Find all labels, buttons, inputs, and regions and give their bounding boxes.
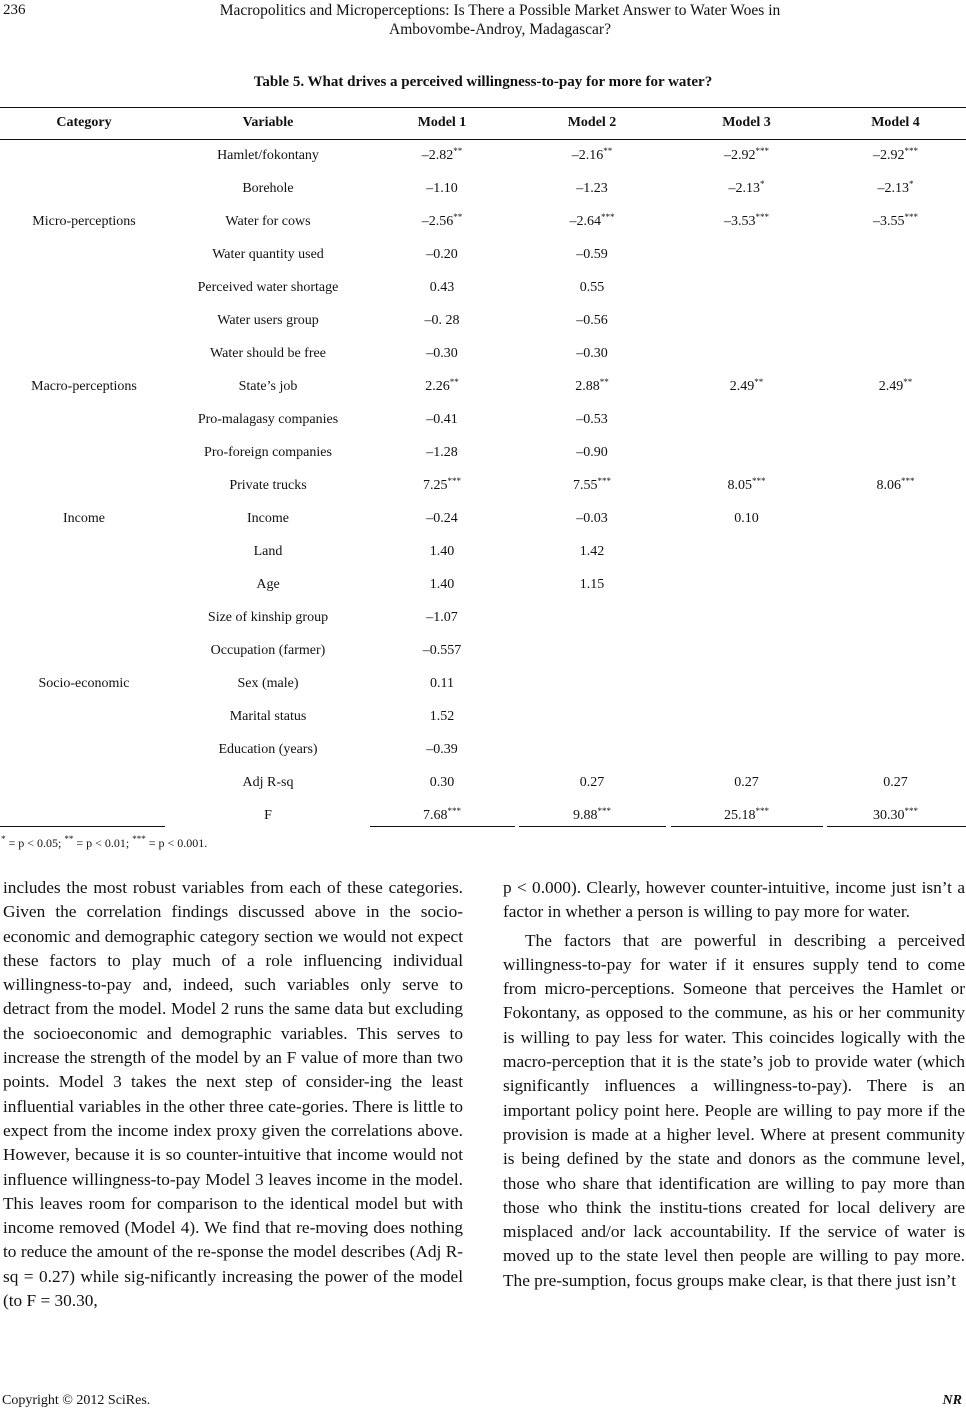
coefficient-cell (516, 478, 668, 494)
significance-stars: ** (453, 146, 463, 156)
table-row (0, 701, 966, 734)
significance-stars: *** (904, 806, 918, 816)
coefficient-value: 0.27 (579, 775, 605, 790)
table-row (0, 272, 966, 305)
category-label: Income (63, 510, 105, 526)
coefficient-value: 1.40 (429, 544, 455, 559)
coefficient-cell (368, 247, 516, 263)
significance-stars: * (909, 179, 914, 189)
coefficient-cell (825, 379, 966, 395)
coefficient-cell (516, 775, 668, 791)
coefficient-value: –2.92 (873, 148, 905, 163)
table-row (0, 470, 966, 503)
header-model-1: Model 1 (417, 115, 467, 130)
page-number: 236 (3, 2, 26, 18)
coefficient-cell (668, 214, 825, 230)
coefficient-value: –1.28 (426, 445, 458, 460)
coefficient-cell (516, 214, 668, 230)
coefficient-value: –2.92 (724, 148, 756, 163)
coefficient-cell (368, 742, 516, 758)
significance-stars: *** (601, 212, 615, 222)
copyright: Copyright © 2012 SciRes. (2, 1393, 151, 1408)
coefficient-cell (516, 247, 668, 263)
coefficient-value: 0.55 (579, 280, 605, 295)
coefficient-value: –0.56 (576, 313, 608, 328)
coefficient-value: –3.55 (873, 214, 905, 229)
body-paragraph: includes the most robust variables from each of these categories. Given the correlation findings discussed above in the socio-economic and demographic category section we would not expect these factors to play much of a role influencing individual willingness-to-pay and, indeed, such variables only serve to detract from the model. Model 2 runs the same data but excluding the socioeconomic and demographic variables. This serves to increase the strength of the model by an F value of more than two points. Model 3 takes the next step of consider-ing the least influential variables in the other three cate-gories. There is little to expect from the income index proxy given the correlations above. However, because it is so counter-intuitive that income would not influence willingness-to-pay Model 3 leaves income in the model. This leaves room for comparison to the identical model but with income removed (Model 4). We find that re-moving does nothing to reduce the amount of the re-sponse the model describes (Adj R-sq = 0.27) while sig-nificantly increasing the power of the model (to F = 30.30, (3, 878, 463, 1311)
coefficient-cell (368, 346, 516, 362)
coefficient-value: 1.40 (429, 577, 455, 592)
significance-stars: ** (599, 377, 609, 387)
table-row (0, 338, 966, 371)
body-paragraph: p < 0.000). Clearly, however counter-intuitive, income just isn’t a factor in whether a person is willing to pay more for water. (503, 878, 965, 922)
coefficient-cell (516, 313, 668, 329)
table-bottom-rule (370, 826, 515, 827)
body-column-right (503, 876, 965, 1293)
coefficient-cell (368, 214, 516, 230)
coefficient-value: –2.64 (569, 214, 601, 229)
coefficient-cell (368, 511, 516, 527)
table-bottom-rule (519, 826, 666, 827)
coefficient-value: 0.10 (734, 511, 759, 526)
variable-cell: Water for cows (225, 214, 311, 229)
coefficient-value: –2.82 (421, 148, 454, 163)
coefficient-value: 8.06 (876, 478, 901, 493)
coefficient-value: 2.26 (425, 379, 450, 394)
variable-cell: F (264, 808, 272, 823)
coefficient-value: –0.20 (426, 247, 458, 262)
body-column-left (3, 876, 463, 1313)
coefficient-cell (516, 808, 668, 824)
coefficient-cell (825, 214, 966, 230)
coefficient-cell (516, 511, 668, 527)
significance-stars: ** (449, 377, 459, 387)
header-model-2: Model 2 (567, 115, 617, 130)
variable-cell: State’s job (238, 379, 298, 394)
coefficient-value: 7.68 (423, 808, 448, 823)
significance-stars: *** (755, 212, 769, 222)
body-paragraph: The factors that are powerful in describing a perceived willingness-to-pay for water if it ensures supply tend to come from micro-perceptions. Someone that perceives the Hamlet or Fokontany, as opposed to the commune, as his or her community is willing to pay less for water. This coincides logically with the macro-perception that it is the state’s job to provide water (which significantly influences a willingness-to-pay). There is an important policy point here. People are willing to pay more if the provision is made at a higher level. Where at present community is being defined by the state and donors as the commune level, those who share that identification are willing to pay more than those who think the institu-tions created for local delivery are misplaced and/or lack accountability. If the service of water is moved up to the state level then people are willing to pay more. The pre-sumption, focus groups make clear, is that there just isn’t (503, 930, 965, 1290)
table-row (0, 767, 966, 800)
running-title: Macropolitics and Microperceptions: Is There a Possible Market Answer to Water Woes in Ambovombe-Androy, Madagascar? (219, 2, 781, 38)
significance-stars: *** (904, 212, 918, 222)
coefficient-cell (368, 676, 516, 692)
significance-stars: * (760, 179, 765, 189)
footnote-text-3: = p < 0.001. (145, 836, 208, 850)
coefficient-value: 0.27 (734, 775, 759, 790)
coefficient-value: –0.39 (426, 742, 458, 757)
coefficient-cell (368, 709, 516, 725)
table-row (0, 140, 966, 173)
variable-cell: Water should be free (210, 346, 326, 361)
coefficient-value: 0.30 (429, 775, 455, 790)
variable-cell: Hamlet/fokontany (217, 148, 319, 163)
footnote-sig-1: * (1, 834, 6, 844)
coefficient-value: –2.13 (877, 181, 909, 196)
footnote-sig-2: ** (64, 834, 74, 844)
variable-cell: Water users group (217, 313, 319, 328)
coefficient-value: –0.90 (576, 445, 608, 460)
coefficient-value: –1.10 (426, 181, 458, 196)
coefficient-cell (368, 148, 516, 164)
footnote-sig-3: *** (132, 834, 146, 844)
header-variable: Variable (242, 115, 294, 130)
coefficient-cell (368, 280, 516, 296)
variable-cell: Pro-foreign companies (204, 445, 332, 460)
table-top-rule (0, 107, 966, 108)
table-row (0, 173, 966, 206)
coefficient-value: 0.11 (430, 676, 454, 691)
coefficient-cell (368, 313, 516, 329)
coefficient-cell (516, 280, 668, 296)
category-label: Socio-economic (38, 675, 130, 691)
coefficient-value: 30.30 (873, 808, 905, 823)
footnote-text-1: = p < 0.05; (5, 836, 65, 850)
significance-stars: *** (904, 146, 918, 156)
variable-cell: Education (years) (218, 742, 318, 757)
results-table (0, 107, 966, 831)
category-label: Micro-perceptions (32, 213, 136, 229)
significance-stars: *** (755, 806, 769, 816)
header-category: Category (56, 115, 112, 130)
coefficient-value: –0.30 (426, 346, 458, 361)
table-row (0, 536, 966, 569)
table-row (0, 602, 966, 635)
significance-stars: *** (597, 806, 611, 816)
footnote-text-2: = p < 0.01; (73, 836, 133, 850)
significance-stars: *** (447, 806, 461, 816)
coefficient-cell (516, 181, 668, 197)
variable-cell: Size of kinship group (207, 610, 329, 625)
variable-cell: Age (256, 577, 280, 592)
significance-stars: ** (903, 377, 913, 387)
coefficient-value: 7.25 (423, 478, 448, 493)
significance-stars: *** (447, 476, 461, 486)
coefficient-cell (825, 181, 966, 197)
coefficient-value: –0.53 (576, 412, 608, 427)
significance-stars: ** (453, 212, 463, 222)
table-bottom-rule (0, 826, 165, 827)
coefficient-value: –0.557 (422, 643, 462, 658)
variable-cell: Land (253, 544, 283, 559)
coefficient-cell (668, 808, 825, 824)
variable-cell: Water quantity used (212, 247, 324, 262)
coefficient-value: 1.42 (579, 544, 605, 559)
coefficient-value: –2.16 (571, 148, 604, 163)
table-bottom-rule (671, 826, 823, 827)
variable-cell: Private trucks (229, 478, 307, 493)
coefficient-cell (825, 148, 966, 164)
coefficient-value: 25.18 (724, 808, 756, 823)
table-row (0, 800, 966, 833)
coefficient-cell (668, 181, 825, 197)
coefficient-value: –3.53 (724, 214, 756, 229)
significance-stars: *** (597, 476, 611, 486)
header-model-3: Model 3 (722, 115, 771, 130)
journal-abbrev: NR (942, 1393, 962, 1408)
coefficient-value: 2.88 (575, 379, 600, 394)
coefficient-cell (516, 544, 668, 560)
variable-cell: Perceived water shortage (197, 280, 339, 295)
category-label: Macro-perceptions (31, 378, 137, 394)
coefficient-value: –0.03 (576, 511, 608, 526)
coefficient-cell (516, 148, 668, 164)
coefficient-value: 7.55 (573, 478, 598, 493)
coefficient-cell (516, 577, 668, 593)
coefficient-cell (368, 445, 516, 461)
coefficient-cell (368, 643, 516, 659)
coefficient-cell (368, 577, 516, 593)
table-row (0, 404, 966, 437)
header-model-4: Model 4 (871, 115, 920, 130)
table-row (0, 305, 966, 338)
coefficient-value: 9.88 (573, 808, 598, 823)
variable-cell: Adj R-sq (242, 775, 294, 790)
coefficient-value: –0.30 (576, 346, 608, 361)
coefficient-value: –0.41 (426, 412, 458, 427)
coefficient-cell (516, 445, 668, 461)
variable-cell: Sex (male) (237, 676, 299, 691)
table-row (0, 734, 966, 767)
coefficient-value: –2.13 (728, 181, 760, 196)
coefficient-cell (825, 775, 966, 791)
coefficient-value: –0. 28 (424, 313, 460, 328)
coefficient-cell (368, 808, 516, 824)
coefficient-value: 1.52 (429, 709, 455, 724)
coefficient-cell (516, 379, 668, 395)
coefficient-value: –1.23 (576, 181, 608, 196)
coefficient-cell (825, 808, 966, 824)
coefficient-value: 0.27 (883, 775, 908, 790)
coefficient-cell (668, 511, 825, 527)
coefficient-value: –0.59 (576, 247, 608, 262)
coefficient-cell (516, 412, 668, 428)
coefficient-cell (368, 610, 516, 626)
coefficient-cell (516, 346, 668, 362)
coefficient-cell (368, 775, 516, 791)
table-row (0, 569, 966, 602)
coefficient-cell (368, 478, 516, 494)
coefficient-cell (668, 379, 825, 395)
coefficient-value: 0.43 (429, 280, 455, 295)
coefficient-value: –2.56 (421, 214, 454, 229)
coefficient-value: 8.05 (727, 478, 752, 493)
table-row (0, 437, 966, 470)
coefficient-value: 2.49 (878, 379, 904, 394)
variable-cell: Income (247, 511, 289, 526)
table-row (0, 239, 966, 272)
table-footnote (1, 836, 207, 851)
table-bottom-rule (827, 826, 966, 827)
table-row (0, 635, 966, 668)
coefficient-cell (668, 478, 825, 494)
coefficient-cell (368, 379, 516, 395)
coefficient-cell (368, 544, 516, 560)
variable-cell: Marital status (229, 709, 307, 724)
significance-stars: *** (752, 476, 766, 486)
significance-stars: ** (754, 377, 764, 387)
coefficient-cell (825, 478, 966, 494)
variable-cell: Borehole (242, 181, 294, 196)
variable-cell: Occupation (farmer) (210, 643, 326, 658)
coefficient-cell (368, 181, 516, 197)
significance-stars: ** (603, 146, 613, 156)
coefficient-cell (668, 775, 825, 791)
significance-stars: *** (901, 476, 915, 486)
coefficient-value: 1.15 (579, 577, 605, 592)
table-caption: Table 5. What drives a perceived willingness-to-pay for more for water? (253, 74, 713, 90)
significance-stars: *** (755, 146, 769, 156)
coefficient-value: –0.24 (426, 511, 458, 526)
variable-cell: Pro-malagasy companies (197, 412, 339, 427)
coefficient-cell (368, 412, 516, 428)
coefficient-value: 2.49 (729, 379, 755, 394)
coefficient-cell (668, 148, 825, 164)
coefficient-value: –1.07 (426, 610, 458, 625)
